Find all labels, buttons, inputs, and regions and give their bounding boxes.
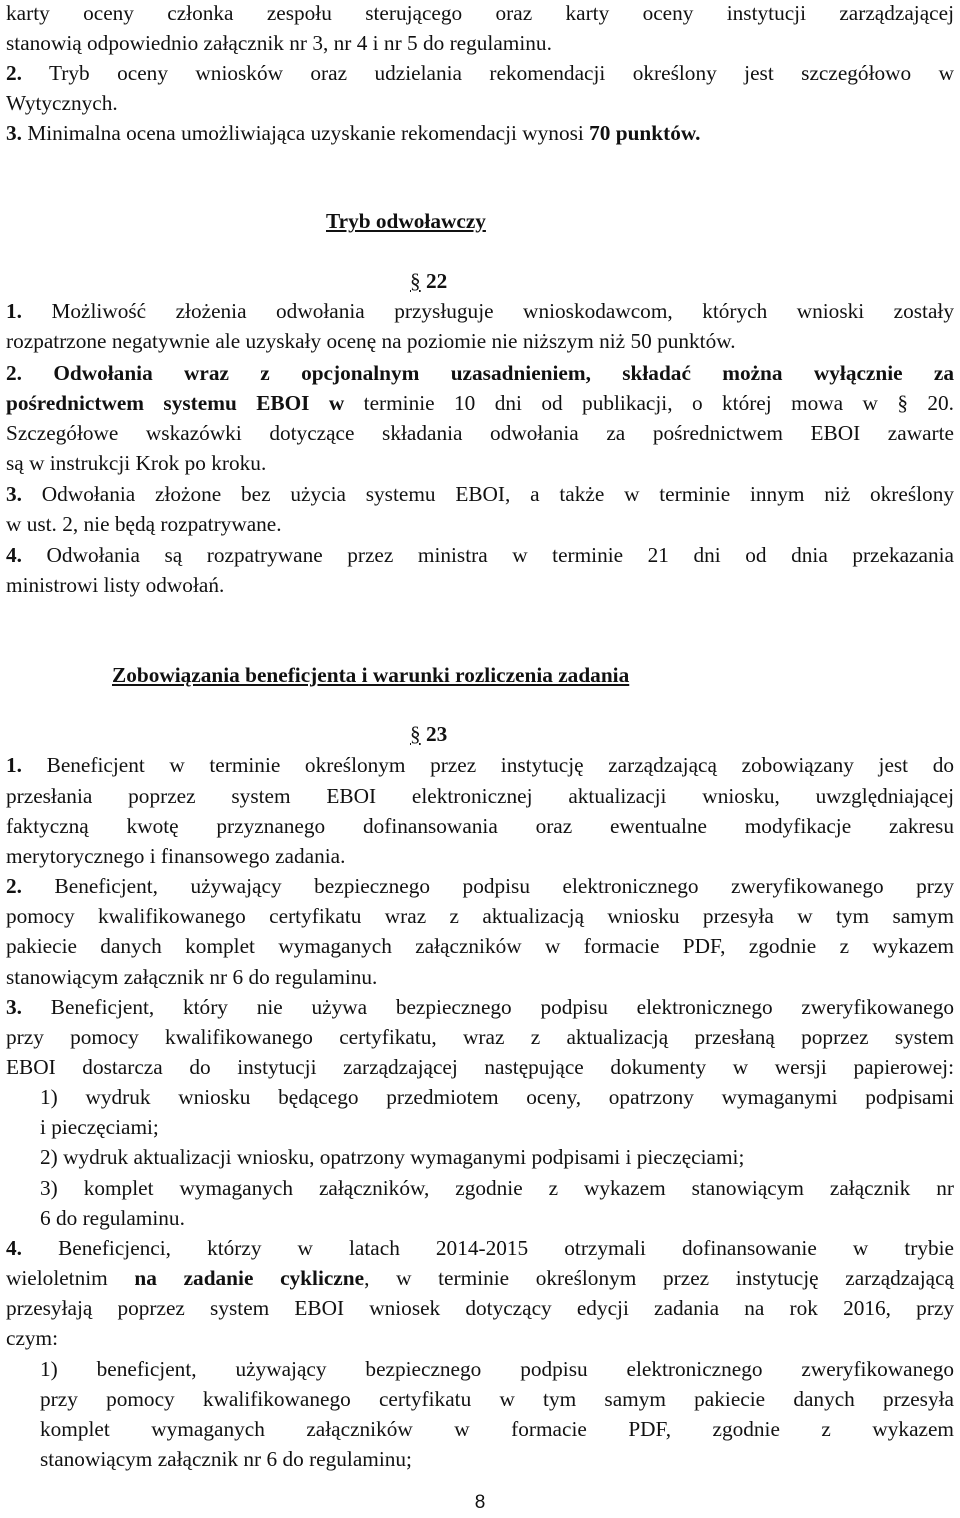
paragraph-line: stanowią odpowiednio załącznik nr 3, nr 4 i nr 5 do regulaminu. [6,31,552,55]
list-item: 6 do regulaminu. [40,1206,185,1230]
paragraph-line: 1. Beneficjent w terminie określonym przez instytucję zarządzającą zobowiązany jest do [6,753,955,777]
paragraph-line: 4. Odwołania są rozpatrywane przez ministra w terminie 21 dni od dnia przekazania [6,543,954,567]
paragraph-line: 2. Tryb oceny wniosków oraz udzielania rekomendacji określony jest szczegółowo w [6,61,954,85]
list-item: przy pomocy kwalifikowanego certyfikatu w tym samym pakiecie danych przesyła [40,1387,954,1411]
paragraph-number: 3. [6,121,22,145]
list-item: stanowiącym załącznik nr 6 do regulaminu; [40,1447,412,1471]
paragraph-line: Szczegółowe wskazówki dotyczące składania odwołania za pośrednictwem EBOI zawarte [6,421,954,445]
paragraph-line: Wytycznych. [6,91,118,115]
paragraph-line: 3. Beneficjent, który nie używa bezpiecznego podpisu elektronicznego zweryfikowanego [6,995,954,1019]
paragraph-line: pośrednictwem systemu EBOI w terminie 10 dni od publikacji, o której mowa w § 20. [6,391,954,415]
list-item: komplet wymaganych załączników w formacie PDF, zgodnie z wykazem [40,1417,954,1441]
paragraph-line: EBOI dostarcza do instytucji zarządzającej następujące dokumenty w wersji papierowej: [6,1055,954,1079]
list-item: 1) wydruk wniosku będącego przedmiotem oceny, opatrzony wymaganymi podpisami [40,1085,954,1109]
paragraph-line: stanowiącym załącznik nr 6 do regulaminu. [6,965,378,989]
paragraph-line: 3. Odwołania złożone bez użycia systemu EBOI, a także w terminie innym niż określony [6,482,955,506]
paragraph-line: 1. Możliwość złożenia odwołania przysługuje wnioskodawcom, których wnioski zostały [6,299,954,323]
paragraph-line: 4. Beneficjenci, którzy w latach 2014-2015 otrzymali dofinansowanie w trybie [6,1236,954,1260]
paragraph-line: faktyczną kwotę przyznanego dofinansowania oraz ewentualne modyfikacje zakresu [6,814,954,838]
list-item: i pieczęciami; [40,1115,159,1139]
list-item: 3) komplet wymaganych załączników, zgodnie z wykazem stanowiącym załącznik nr [40,1176,954,1200]
paragraph-line: pakiecie danych komplet wymaganych załączników w formacie PDF, zgodnie z wykazem [6,934,954,958]
paragraph-line: przesyłają poprzez system EBOI wniosek dotyczący edycji zadania na rok 2016, przy [6,1296,954,1320]
section-number: § 23 [410,722,448,746]
section-number: § 22 [410,269,448,293]
list-item: 1) beneficjent, używający bezpiecznego podpisu elektronicznego zweryfikowanego [40,1357,954,1381]
paragraph-number: 2. [6,61,22,85]
paragraph-line: 2. Odwołania wraz z opcjonalnym uzasadnieniem, składać można wyłącznie za [6,361,955,385]
paragraph-line: w ust. 2, nie będą rozpatrywane. [6,512,282,536]
paragraph-line: karty oceny członka zespołu sterującego oraz karty oceny instytucji zarządzającej [6,1,954,25]
section-heading: Tryb odwoławczy [326,209,486,233]
paragraph-line: ministrowi listy odwołań. [6,573,225,597]
paragraph-line: 3. Minimalna ocena umożliwiająca uzyskanie rekomendacji wynosi 70 punktów. [6,121,701,145]
paragraph-line: pomocy kwalifikowanego certyfikatu wraz z aktualizacją wniosku przesyła w tym samym [6,904,954,928]
paragraph-line: merytorycznego i finansowego zadania. [6,844,346,868]
page-number: 8 [474,1492,486,1513]
section-heading: Zobowiązania beneficjenta i warunki rozliczenia zadania [112,663,630,687]
paragraph-line: czym: [6,1326,59,1350]
list-item: 2) wydruk aktualizacji wniosku, opatrzony wymaganymi podpisami i pieczęciami; [40,1145,745,1169]
paragraph-line: 2. Beneficjent, używający bezpiecznego podpisu elektronicznego zweryfikowanego przy [6,874,955,898]
paragraph-line: przy pomocy kwalifikowanego certyfikatu, wraz z aktualizacją przesłaną poprzez system [6,1025,954,1049]
paragraph-line: są w instrukcji Krok po kroku. [6,451,267,475]
paragraph-line: rozpatrzone negatywnie ale uzyskały ocenę na poziomie nie niższym niż 50 punktów. [6,329,736,353]
paragraph-line: przesłania poprzez system EBOI elektronicznej aktualizacji wniosku, uwzględniającej [6,784,954,808]
paragraph-line: wieloletnim na zadanie cykliczne, w terminie określonym przez instytucję zarządzającą [6,1266,954,1290]
